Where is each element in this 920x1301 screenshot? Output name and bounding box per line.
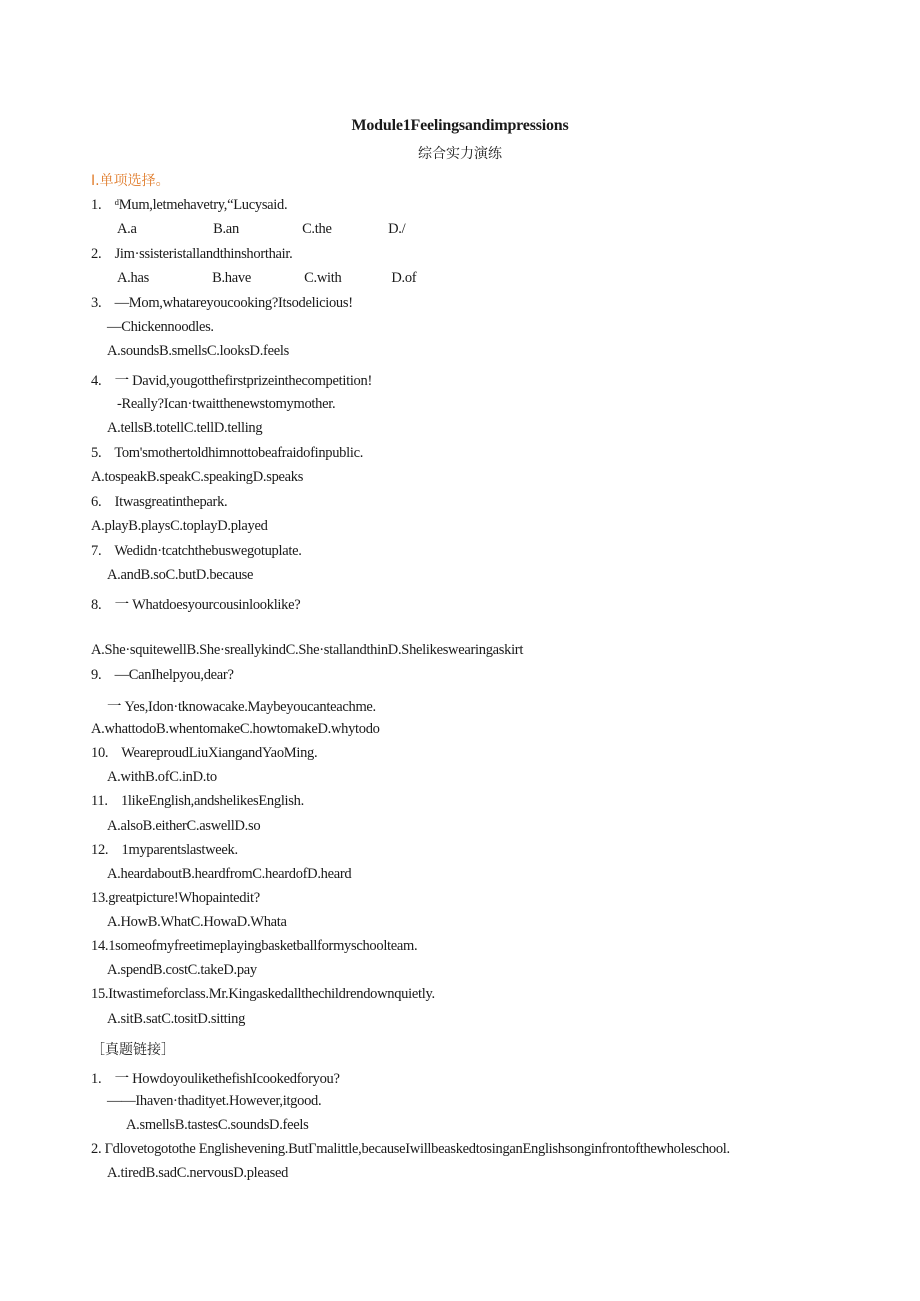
document-title: Module1Feelingsandimpressions xyxy=(351,117,569,134)
question-1: 1. ᵈMum,letmehavetry,“Lucysaid. xyxy=(91,197,288,213)
question-6: 6. Itwasgreatinthepark. xyxy=(91,494,228,510)
question-3: 3. —Mom,whatareyoucooking?Itsodelicious! xyxy=(91,295,353,311)
options-10: A.withB.ofC.inD.to xyxy=(107,769,217,785)
question-4: 4. 一 David,yougotthefirstprizeinthecompetition! xyxy=(91,373,372,389)
question-7: 7. Wedidn·tcatchthebuswegotuplate. xyxy=(91,543,302,559)
options-8: A.She·squitewellB.She·sreallykindC.She·stallandthinD.Shelikeswearingaskirt xyxy=(91,642,524,658)
response-4: -Really?Ican·twaitthenewstomymother. xyxy=(117,396,336,412)
options-6: A.playB.playsC.toplayD.played xyxy=(91,518,268,534)
question-11: 11. 1likeEnglish,andshelikesEnglish. xyxy=(91,793,304,809)
options-12: A.heardaboutB.heardfromC.heardofD.heard xyxy=(107,866,352,882)
options-9: A.whattodoB.whentomakeC.howtomakeD.whytodo xyxy=(91,721,380,737)
question-2: 2. Jim·ssisteristallandthinshorthair. xyxy=(91,246,293,262)
exam-response-1: ——Ihaven·thadityet.However,itgood. xyxy=(107,1093,322,1109)
exam-options-2: A.tiredB.sadC.nervousD.pleased xyxy=(107,1165,289,1181)
exam-question-2: 2. Γdlovetogotothe Englishevening.ButΓmalittle,becauseIwillbeaskedtosinganEnglishsonginfrontofthewholeschool. xyxy=(91,1141,730,1157)
response-3: —Chickennoodles. xyxy=(107,319,214,335)
question-15: 15.Itwastimeforclass.Mr.Kingaskedallthechildrendownquietly. xyxy=(91,986,435,1002)
question-9: 9. —CanIhelpyou,dear? xyxy=(91,667,234,683)
question-8: 8. 一 Whatdoesyourcousinlooklike? xyxy=(91,597,301,613)
document-subtitle: 综合实力演练 xyxy=(418,146,502,162)
options-4: A.tellsB.totellC.tellD.telling xyxy=(107,420,263,436)
exam-options-1: A.smellsB.tastesC.soundsD.feels xyxy=(126,1117,309,1133)
question-13: 13.greatpicture!Whopaintedit? xyxy=(91,890,260,906)
options-2: A.has B.have C.with D.of xyxy=(117,270,417,286)
question-5: 5. Tom'smothertoldhimnottobeafraidofinpublic. xyxy=(91,445,364,461)
real-exam-link-heading: ［真题链接］ xyxy=(91,1042,175,1058)
question-10: 10. WeareproudLiuXiangandYaoMing. xyxy=(91,745,318,761)
response-9: 一 Yes,Idon·tknowacake.Maybeyoucanteachme. xyxy=(107,699,376,715)
options-13: A.HowB.WhatC.HowaD.Whata xyxy=(107,914,287,930)
exam-question-1: 1. 一 HowdoyoulikethefishIcookedforyou? xyxy=(91,1071,340,1087)
options-3: A.soundsB.smellsC.looksD.feels xyxy=(107,343,289,359)
options-7: A.andB.soC.butD.because xyxy=(107,567,254,583)
section-heading: Ⅰ.单项选择。 xyxy=(91,173,170,189)
question-12: 12. 1myparentslastweek. xyxy=(91,842,238,858)
options-1: A.a B.an C.the D./ xyxy=(117,221,406,237)
options-14: A.spendB.costC.takeD.pay xyxy=(107,962,257,978)
question-14: 14.1someofmyfreetimeplayingbasketballformyschoolteam. xyxy=(91,938,418,954)
options-11: A.alsoB.eitherC.aswellD.so xyxy=(107,818,261,834)
options-5: A.tospeakB.speakC.speakingD.speaks xyxy=(91,469,304,485)
options-15: A.sitB.satC.tositD.sitting xyxy=(107,1011,246,1027)
